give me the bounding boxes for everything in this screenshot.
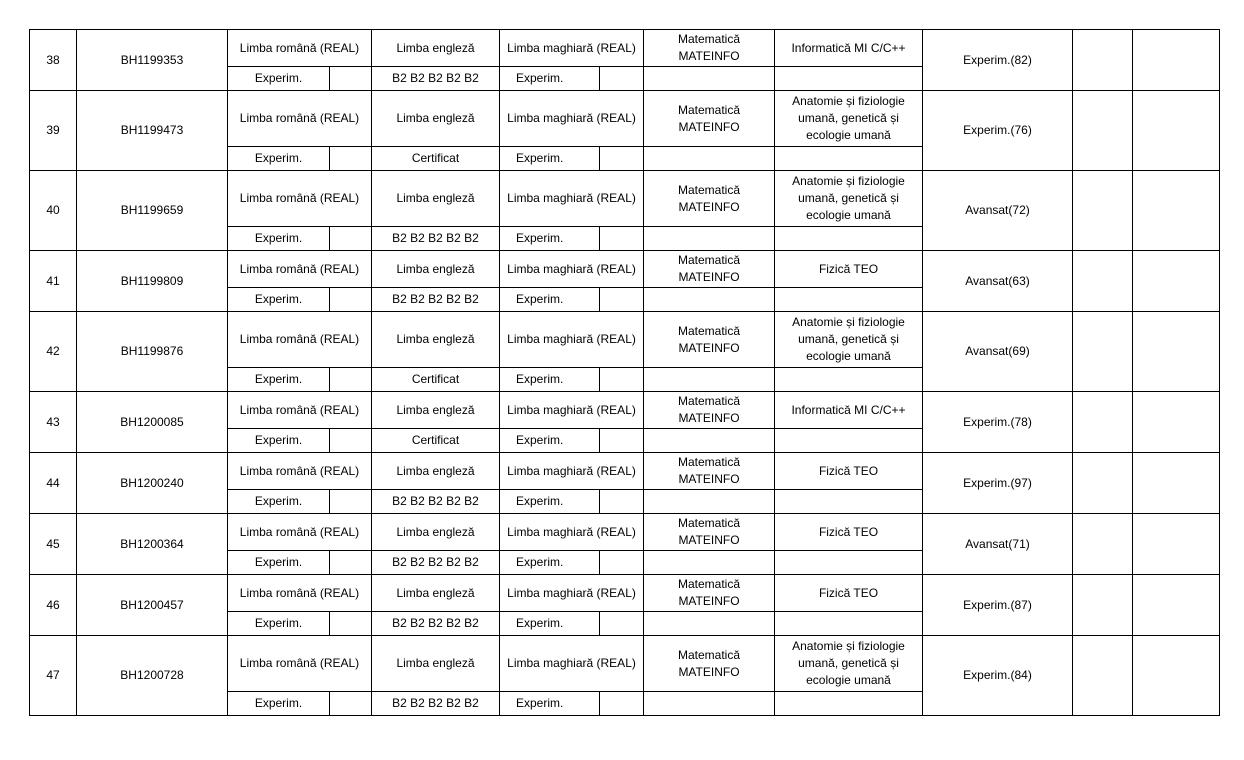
english-level: Certificat [372, 429, 500, 453]
english-subject: Limba engleză [372, 312, 500, 368]
digital-competence-result: Avansat(69) [923, 312, 1073, 392]
english-level: Certificat [372, 147, 500, 171]
english-level: Certificat [372, 368, 500, 392]
romanian-level-blank [330, 692, 372, 716]
optional-level-blank [775, 551, 923, 575]
empty-cell [1133, 312, 1220, 392]
optional-subject: Informatică MI C/C++ [775, 30, 923, 67]
empty-cell [1133, 91, 1220, 171]
math-level-blank [644, 147, 775, 171]
hungarian-level: Experim. [500, 288, 600, 312]
optional-level-blank [775, 147, 923, 171]
romanian-level-blank [330, 612, 372, 636]
empty-cell [1133, 171, 1220, 251]
optional-level-blank [775, 288, 923, 312]
english-level: B2 B2 B2 B2 B2 [372, 551, 500, 575]
digital-competence-result: Experim.(76) [923, 91, 1073, 171]
math-level-blank [644, 490, 775, 514]
candidate-code: BH1199876 [77, 312, 228, 392]
hungarian-subject: Limba maghiară (REAL) [500, 91, 644, 147]
optional-level-blank [775, 67, 923, 91]
math-subject: Matematică MATEINFO [644, 91, 775, 147]
hungarian-level-blank [600, 429, 644, 453]
romanian-level-blank [330, 490, 372, 514]
romanian-subject: Limba română (REAL) [228, 91, 372, 147]
digital-competence-result: Avansat(72) [923, 171, 1073, 251]
empty-cell [1133, 575, 1220, 636]
hungarian-subject: Limba maghiară (REAL) [500, 636, 644, 692]
row-number: 45 [30, 514, 77, 575]
empty-cell [1133, 392, 1220, 453]
candidate-code: BH1199473 [77, 91, 228, 171]
english-subject: Limba engleză [372, 575, 500, 612]
romanian-level: Experim. [228, 227, 330, 251]
optional-subject: Informatică MI C/C++ [775, 392, 923, 429]
row-number: 43 [30, 392, 77, 453]
empty-cell [1073, 392, 1133, 453]
hungarian-subject: Limba maghiară (REAL) [500, 514, 644, 551]
english-subject: Limba engleză [372, 91, 500, 147]
romanian-level-blank [330, 288, 372, 312]
hungarian-subject: Limba maghiară (REAL) [500, 251, 644, 288]
hungarian-subject: Limba maghiară (REAL) [500, 312, 644, 368]
math-level-blank [644, 227, 775, 251]
digital-competence-result: Avansat(63) [923, 251, 1073, 312]
hungarian-level-blank [600, 147, 644, 171]
math-subject: Matematică MATEINFO [644, 514, 775, 551]
math-level-blank [644, 551, 775, 575]
row-number: 39 [30, 91, 77, 171]
math-subject: Matematică MATEINFO [644, 312, 775, 368]
empty-cell [1073, 171, 1133, 251]
english-level: B2 B2 B2 B2 B2 [372, 227, 500, 251]
hungarian-subject: Limba maghiară (REAL) [500, 171, 644, 227]
digital-competence-result: Experim.(87) [923, 575, 1073, 636]
romanian-subject: Limba română (REAL) [228, 636, 372, 692]
hungarian-level: Experim. [500, 227, 600, 251]
optional-level-blank [775, 692, 923, 716]
hungarian-level: Experim. [500, 612, 600, 636]
digital-competence-result: Experim.(84) [923, 636, 1073, 716]
english-subject: Limba engleză [372, 636, 500, 692]
romanian-subject: Limba română (REAL) [228, 575, 372, 612]
romanian-level-blank [330, 551, 372, 575]
english-subject: Limba engleză [372, 171, 500, 227]
romanian-level: Experim. [228, 67, 330, 91]
empty-cell [1073, 636, 1133, 716]
optional-level-blank [775, 429, 923, 453]
empty-cell [1073, 514, 1133, 575]
optional-subject: Fizică TEO [775, 575, 923, 612]
romanian-level-blank [330, 368, 372, 392]
hungarian-level-blank [600, 612, 644, 636]
romanian-level-blank [330, 429, 372, 453]
table-row [30, 251, 1220, 288]
row-number: 42 [30, 312, 77, 392]
math-subject: Matematică MATEINFO [644, 30, 775, 67]
empty-cell [1133, 636, 1220, 716]
table-row [30, 91, 1220, 147]
romanian-subject: Limba română (REAL) [228, 312, 372, 368]
english-subject: Limba engleză [372, 30, 500, 67]
optional-subject: Anatomie și fiziologie umană, genetică și ecologie umană [775, 91, 923, 147]
row-number: 40 [30, 171, 77, 251]
empty-cell [1073, 453, 1133, 514]
hungarian-level-blank [600, 551, 644, 575]
romanian-level: Experim. [228, 429, 330, 453]
math-subject: Matematică MATEINFO [644, 453, 775, 490]
results-table [29, 29, 1220, 716]
optional-subject: Fizică TEO [775, 514, 923, 551]
empty-cell [1133, 30, 1220, 91]
hungarian-level-blank [600, 288, 644, 312]
candidate-code: BH1200728 [77, 636, 228, 716]
optional-level-blank [775, 490, 923, 514]
hungarian-subject: Limba maghiară (REAL) [500, 30, 644, 67]
empty-cell [1073, 312, 1133, 392]
romanian-level-blank [330, 227, 372, 251]
candidate-code: BH1199353 [77, 30, 228, 91]
optional-level-blank [775, 227, 923, 251]
empty-cell [1133, 251, 1220, 312]
optional-subject: Fizică TEO [775, 251, 923, 288]
hungarian-level: Experim. [500, 692, 600, 716]
optional-subject: Anatomie și fiziologie umană, genetică și ecologie umană [775, 312, 923, 368]
math-subject: Matematică MATEINFO [644, 392, 775, 429]
english-level: B2 B2 B2 B2 B2 [372, 692, 500, 716]
hungarian-level: Experim. [500, 429, 600, 453]
english-level: B2 B2 B2 B2 B2 [372, 612, 500, 636]
hungarian-level-blank [600, 490, 644, 514]
romanian-subject: Limba română (REAL) [228, 30, 372, 67]
table-row [30, 514, 1220, 551]
row-number: 38 [30, 30, 77, 91]
table-row [30, 392, 1220, 429]
hungarian-level-blank [600, 368, 644, 392]
digital-competence-result: Experim.(78) [923, 392, 1073, 453]
row-number: 47 [30, 636, 77, 716]
hungarian-level-blank [600, 227, 644, 251]
hungarian-subject: Limba maghiară (REAL) [500, 575, 644, 612]
hungarian-level: Experim. [500, 147, 600, 171]
romanian-level: Experim. [228, 147, 330, 171]
hungarian-level: Experim. [500, 490, 600, 514]
hungarian-level: Experim. [500, 67, 600, 91]
romanian-subject: Limba română (REAL) [228, 251, 372, 288]
optional-level-blank [775, 368, 923, 392]
romanian-subject: Limba română (REAL) [228, 171, 372, 227]
table-row [30, 575, 1220, 612]
english-level: B2 B2 B2 B2 B2 [372, 490, 500, 514]
candidate-code: BH1199659 [77, 171, 228, 251]
romanian-level-blank [330, 67, 372, 91]
candidate-code: BH1200240 [77, 453, 228, 514]
math-level-blank [644, 429, 775, 453]
candidate-code: BH1199809 [77, 251, 228, 312]
table-row [30, 453, 1220, 490]
optional-subject: Anatomie și fiziologie umană, genetică și ecologie umană [775, 636, 923, 692]
optional-subject: Anatomie și fiziologie umană, genetică și ecologie umană [775, 171, 923, 227]
math-level-blank [644, 612, 775, 636]
math-level-blank [644, 67, 775, 91]
romanian-level: Experim. [228, 288, 330, 312]
math-subject: Matematică MATEINFO [644, 251, 775, 288]
romanian-subject: Limba română (REAL) [228, 392, 372, 429]
results-sheet [29, 29, 1220, 716]
english-subject: Limba engleză [372, 251, 500, 288]
hungarian-subject: Limba maghiară (REAL) [500, 453, 644, 490]
math-level-blank [644, 288, 775, 312]
table-row [30, 171, 1220, 227]
digital-competence-result: Experim.(82) [923, 30, 1073, 91]
romanian-level-blank [330, 147, 372, 171]
romanian-level: Experim. [228, 490, 330, 514]
empty-cell [1133, 514, 1220, 575]
hungarian-level: Experim. [500, 551, 600, 575]
digital-competence-result: Avansat(71) [923, 514, 1073, 575]
romanian-level: Experim. [228, 612, 330, 636]
hungarian-level-blank [600, 692, 644, 716]
candidate-code: BH1200457 [77, 575, 228, 636]
english-subject: Limba engleză [372, 392, 500, 429]
optional-subject: Fizică TEO [775, 453, 923, 490]
table-row [30, 636, 1220, 692]
empty-cell [1073, 91, 1133, 171]
english-subject: Limba engleză [372, 514, 500, 551]
romanian-level: Experim. [228, 551, 330, 575]
math-level-blank [644, 368, 775, 392]
hungarian-subject: Limba maghiară (REAL) [500, 392, 644, 429]
math-subject: Matematică MATEINFO [644, 575, 775, 612]
empty-cell [1073, 251, 1133, 312]
table-row [30, 312, 1220, 368]
empty-cell [1073, 575, 1133, 636]
english-level: B2 B2 B2 B2 B2 [372, 288, 500, 312]
romanian-level: Experim. [228, 368, 330, 392]
empty-cell [1133, 453, 1220, 514]
candidate-code: BH1200085 [77, 392, 228, 453]
optional-level-blank [775, 612, 923, 636]
table-body [30, 30, 1220, 716]
row-number: 41 [30, 251, 77, 312]
row-number: 44 [30, 453, 77, 514]
row-number: 46 [30, 575, 77, 636]
math-subject: Matematică MATEINFO [644, 171, 775, 227]
candidate-code: BH1200364 [77, 514, 228, 575]
romanian-subject: Limba română (REAL) [228, 514, 372, 551]
empty-cell [1073, 30, 1133, 91]
romanian-subject: Limba română (REAL) [228, 453, 372, 490]
hungarian-level-blank [600, 67, 644, 91]
table-row [30, 30, 1220, 67]
math-level-blank [644, 692, 775, 716]
english-subject: Limba engleză [372, 453, 500, 490]
romanian-level: Experim. [228, 692, 330, 716]
english-level: B2 B2 B2 B2 B2 [372, 67, 500, 91]
digital-competence-result: Experim.(97) [923, 453, 1073, 514]
hungarian-level: Experim. [500, 368, 600, 392]
math-subject: Matematică MATEINFO [644, 636, 775, 692]
